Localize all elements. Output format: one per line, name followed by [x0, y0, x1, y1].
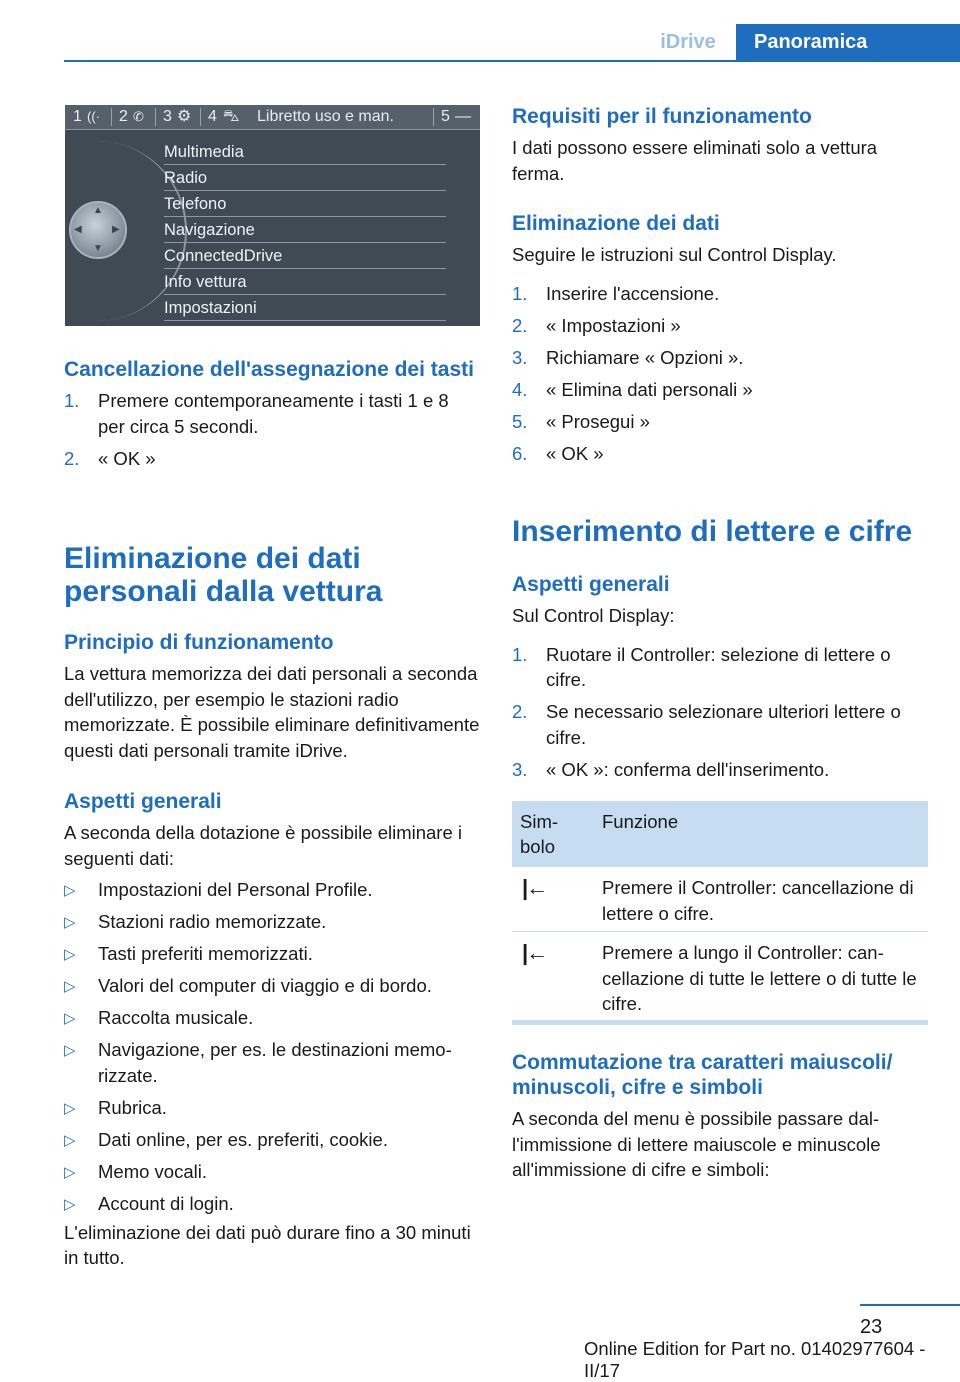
car-icon: ⛍ — [223, 108, 240, 125]
list-item: ▷ Raccolta musicale. — [64, 1005, 480, 1031]
display-tab-5: 5 — [441, 108, 450, 125]
table-bottom-rule — [512, 1020, 928, 1025]
heading-general-right: Aspetti generali — [512, 573, 670, 596]
table-row: |← Premere il Controller: cancellazione di lettere o cifre. — [512, 867, 928, 932]
list-item: 3. Richiamare « Opzioni ». — [512, 346, 744, 368]
delete-steps-list — [512, 281, 928, 467]
switch-text: A seconda del menu è possibile passare dall'immissione di lettere maiuscole e minuscole all'immissione di cifre e simboli: — [512, 1108, 881, 1180]
list-item: ▷ Valori del computer di viaggio e di bordo. — [64, 973, 480, 999]
display-menu-item: Impostazioni — [164, 296, 446, 321]
heading-requirements: Requisiti per il funzionamento — [512, 105, 812, 128]
display-menu-item: ConnectedDrive — [164, 244, 446, 269]
delete-data-text: Seguire le istruzioni sul Control Display. — [512, 244, 837, 265]
list-item: 2. « OK » — [64, 447, 156, 469]
display-tab-4: 4 — [208, 108, 217, 125]
edition-note: Online Edition for Part no. 01402977604 - II/17 — [584, 1338, 926, 1381]
display-menu-item: Multimedia — [164, 140, 446, 165]
triangle-bullet-icon: ▷ — [64, 1163, 76, 1181]
list-item: ▷ Dati online, per es. preferiti, cookie. — [64, 1127, 480, 1153]
delete-all-icon: |← — [522, 940, 547, 965]
phone-icon: ✆ — [133, 109, 144, 124]
triangle-bullet-icon: ▷ — [64, 1042, 76, 1059]
list-item: ▷ Impostazioni del Personal Profile. — [64, 877, 480, 903]
display-tab-bar — [65, 105, 480, 130]
delete-char-icon: |← — [522, 875, 547, 900]
display-tab-1: 1 — [73, 108, 82, 125]
table-header-function: Funzione — [602, 811, 679, 832]
list-item: 1. Ruotare il Controller: selezione di lettere o cifre. — [512, 643, 891, 690]
list-item: 4. « Elimina dati personali » — [512, 378, 753, 400]
list-item: ▷ Navigazione, per es. le destinazioni memorizzate. — [64, 1039, 452, 1086]
heading-principle: Principio di funzionamento — [64, 631, 334, 654]
list-item: 5. « Prosegui » — [512, 410, 650, 432]
list-item: 2. Se necessario selezionare ulteriori lettere o cifre. — [512, 701, 901, 748]
phone-signal-icon: ((· — [87, 109, 100, 124]
header-rule — [64, 60, 960, 62]
list-item: 3. « OK »: conferma dell'inserimento. — [512, 758, 830, 780]
heading-input-letters-digits: Inserimento di lettere e cifre — [512, 515, 913, 548]
display-tab-2: 2 — [119, 108, 128, 125]
deletable-data-list — [64, 877, 480, 1216]
symbol-function-table — [512, 801, 928, 1025]
heading-delete-data: Eliminazione dei dati — [512, 212, 720, 235]
triangle-bullet-icon: ▷ — [64, 882, 76, 899]
display-menu-item: Radio — [164, 166, 446, 191]
cancel-section — [64, 357, 480, 478]
display-tab-3: 3 — [163, 108, 172, 125]
list-item: ▷ Tasti preferiti memorizzati. — [64, 941, 480, 967]
triangle-bullet-icon: ▷ — [64, 914, 76, 931]
general-text-left: A seconda della dotazione è possibile eliminare i seguenti dati: — [64, 822, 463, 869]
triangle-bullet-icon: ▷ — [64, 946, 76, 963]
heading-delete-personal-data: Eliminazione dei dati personali dalla vettura — [64, 542, 383, 608]
controller-knob-icon: ▲ ▼ ◀ ▶ — [69, 201, 127, 259]
heading-switch-case: Commutazione tra caratteri maiuscoli/ minuscoli, cifre e simboli — [512, 1051, 893, 1099]
triangle-bullet-icon: ▷ — [64, 1131, 76, 1149]
list-item: 1. Premere contemporaneamente i tasti 1 e 8 per circa 5 secondi. — [64, 390, 449, 437]
footer-rule — [860, 1304, 960, 1306]
header-chapter-tab: Panoramica — [736, 24, 960, 60]
dash-icon: — — [455, 108, 471, 125]
triangle-bullet-icon: ▷ — [64, 1010, 76, 1027]
list-item: ▷ Account di login. — [64, 1191, 480, 1217]
display-tab-4-label: Libretto uso e man. — [257, 108, 394, 125]
general-text-right: Sul Control Display: — [512, 605, 675, 626]
list-item: 6. « OK » — [512, 442, 604, 464]
control-display-image — [65, 105, 480, 326]
triangle-bullet-icon: ▷ — [64, 1099, 76, 1117]
list-item: ▷ Stazioni radio memorizzate. — [64, 909, 480, 935]
display-menu-item: Navigazione — [164, 218, 446, 243]
header-section-tab: iDrive — [660, 30, 716, 53]
heading-general-left: Aspetti generali — [64, 790, 222, 813]
input-steps-list — [512, 642, 928, 783]
triangle-bullet-icon: ▷ — [64, 978, 76, 995]
heading-cancel-assignment: Cancellazione dell'assegnazione dei tasti — [64, 358, 474, 381]
triangle-bullet-icon: ▷ — [64, 1195, 76, 1213]
display-menu-item: Telefono — [164, 192, 446, 217]
duration-text: L'eliminazione dei dati può durare fino a 30 minuti in tutto. — [64, 1221, 471, 1268]
principle-text: La vettura memorizza dei dati personali a seconda dell'utilizzo, per esempio le stazioni radio memorizzate. È possibile eliminare definitivamente questi dati personali tramite iDrive. — [64, 663, 480, 761]
table-header-symbol: Simbolo — [520, 811, 559, 857]
requirements-text: I dati possono essere eliminati solo a vettura ferma. — [512, 137, 878, 184]
table-header — [512, 801, 928, 867]
display-menu-item: Info vettura — [164, 270, 446, 295]
cancel-steps-list — [64, 388, 480, 471]
table-row: |← Premere a lungo il Controller: cancellazione di tutte le lettere o di tutte le cifre. — [522, 940, 917, 1014]
gear-icon: ⚙ — [177, 108, 192, 125]
list-item: 1. Inserire l'accensione. — [512, 282, 720, 304]
list-item: ▷ Memo vocali. — [64, 1159, 480, 1185]
list-item: 2. « Impostazioni » — [512, 314, 681, 336]
page-number: 23 — [860, 1316, 883, 1338]
list-item: ▷ Rubrica. — [64, 1095, 480, 1121]
